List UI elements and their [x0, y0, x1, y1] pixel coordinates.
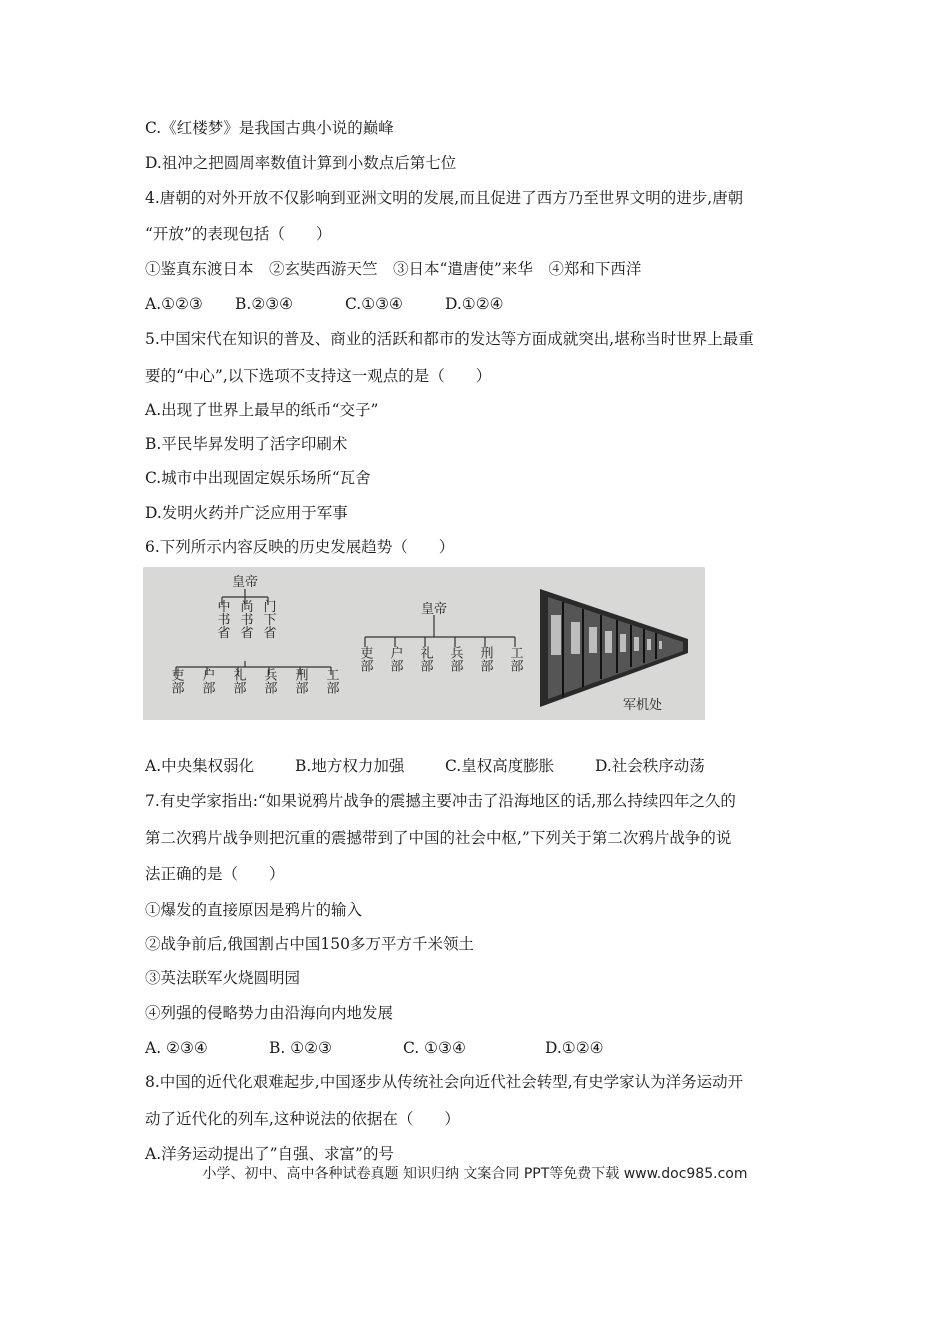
option-b: B.地方权力加强	[295, 757, 405, 775]
question-5-option-a: A.出现了世界上最早的纸币“交子”	[145, 401, 379, 419]
question-7-item-3: ③英法联军火烧圆明园	[145, 969, 301, 987]
question-7-options	[145, 1038, 604, 1058]
page-footer: 小学、初中、高中各种试卷真题 知识归纳 文案合同 PPT等免费下载 www.doc985.com	[202, 1166, 748, 1182]
d2-dept-1: 户部	[387, 646, 403, 672]
d3-caption: 军机处	[623, 698, 663, 713]
question-4-stem-1: 4.唐朝的对外开放不仅影响到亚洲文明的发展,而且促进了西方乃至世界文明的进步,唐朝	[145, 189, 744, 207]
option-c: C. ①③④	[403, 1039, 466, 1057]
d2-dept-5: 工部	[507, 646, 523, 672]
d2-emperor: 皇帝	[420, 602, 448, 617]
option-c: C.皇权高度膨胀	[445, 757, 555, 775]
d1-dept-4: 刑部	[292, 668, 308, 694]
question-4-stem-2: “开放”的表现包括（ ）	[145, 225, 332, 243]
question-5-option-b: B.平民毕昇发明了活字印刷术	[145, 435, 348, 453]
d2-dept-3: 兵部	[447, 646, 463, 672]
question-5-stem-1: 5.中国宋代在知识的普及、商业的活跃和都市的发达等方面成就突出,堪称当时世界上最重	[145, 330, 754, 348]
question-6-options	[145, 756, 705, 776]
question-8-stem-1: 8.中国的近代化艰难起步,中国逐步从传统社会向近代社会转型,有史学家认为洋务运动开	[145, 1073, 744, 1091]
question-5-option-d: D.发明火药并广泛应用于军事	[145, 504, 348, 522]
question-5-option-c: C.城市中出现固定娱乐场所“瓦舍	[145, 469, 371, 487]
option-d: D.①②④	[545, 1039, 604, 1057]
question-8-option-a: A.洋务运动提出了”自强、求富”的号	[145, 1145, 394, 1163]
d2-dept-2: 礼部	[417, 646, 433, 672]
d1-dept-0: 吏部	[168, 668, 184, 694]
d2-dept-0: 吏部	[357, 646, 373, 672]
question-7-stem-2: 第二次鸦片战争则把沉重的震撼带到了中国的社会中枢,”下列关于第二次鸦片战争的说	[145, 829, 732, 847]
line-c-hongloumeng: C.《红楼梦》是我国古典小说的巅峰	[145, 119, 394, 137]
d1-mid-0: 中书省	[214, 599, 230, 639]
option-d: D.①②④	[445, 295, 504, 313]
question-5-stem-2: 要的“中心”,以下选项不支持这一观点的是（ ）	[145, 367, 492, 385]
question-8-stem-2: 动了近代化的列车,这种说法的依据在（ ）	[145, 1110, 460, 1128]
d1-dept-5: 工部	[323, 668, 339, 694]
option-d: D.社会秩序动荡	[595, 757, 705, 775]
question-6-stem: 6.下列所示内容反映的历史发展趋势（ ）	[145, 538, 455, 556]
option-a: A.①②③	[145, 295, 203, 313]
option-a: A. ②③④	[145, 1039, 208, 1057]
question-7-item-1: ①爆发的直接原因是鸦片的输入	[145, 901, 363, 919]
option-a: A.中央集权弱化	[145, 757, 255, 775]
question-4-options	[145, 294, 504, 314]
d1-dept-2: 礼部	[230, 668, 246, 694]
option-b: B. ①②③	[269, 1039, 332, 1057]
government-structure-figure	[143, 567, 705, 720]
question-7-item-4: ④列强的侵略势力由沿海向内地发展	[145, 1004, 394, 1022]
d1-mid-2: 门下省	[260, 599, 276, 639]
question-7-stem-1: 7.有史学家指出:“如果说鸦片战争的震撼主要冲击了沿海地区的话,那么持续四年之久的	[145, 792, 736, 810]
option-c: C.①③④	[345, 295, 403, 313]
d1-dept-1: 户部	[199, 668, 215, 694]
question-7-item-2: ②战争前后,俄国割占中国150多万平方千米领土	[145, 935, 475, 953]
option-b: B.②③④	[235, 295, 294, 313]
question-7-stem-3: 法正确的是（ ）	[145, 865, 285, 883]
d1-emperor: 皇帝	[231, 575, 259, 590]
grand-council-building-image	[540, 589, 688, 707]
d1-dept-3: 兵部	[261, 668, 277, 694]
line-d-zuchongzhi: D.祖冲之把圆周率数值计算到小数点后第七位	[145, 154, 457, 172]
d2-dept-4: 刑部	[477, 646, 493, 672]
d1-mid-1: 尚书省	[237, 599, 253, 639]
question-4-items: ①鉴真东渡日本 ②玄奘西游天竺 ③日本“遣唐使”来华 ④郑和下西洋	[145, 260, 642, 278]
